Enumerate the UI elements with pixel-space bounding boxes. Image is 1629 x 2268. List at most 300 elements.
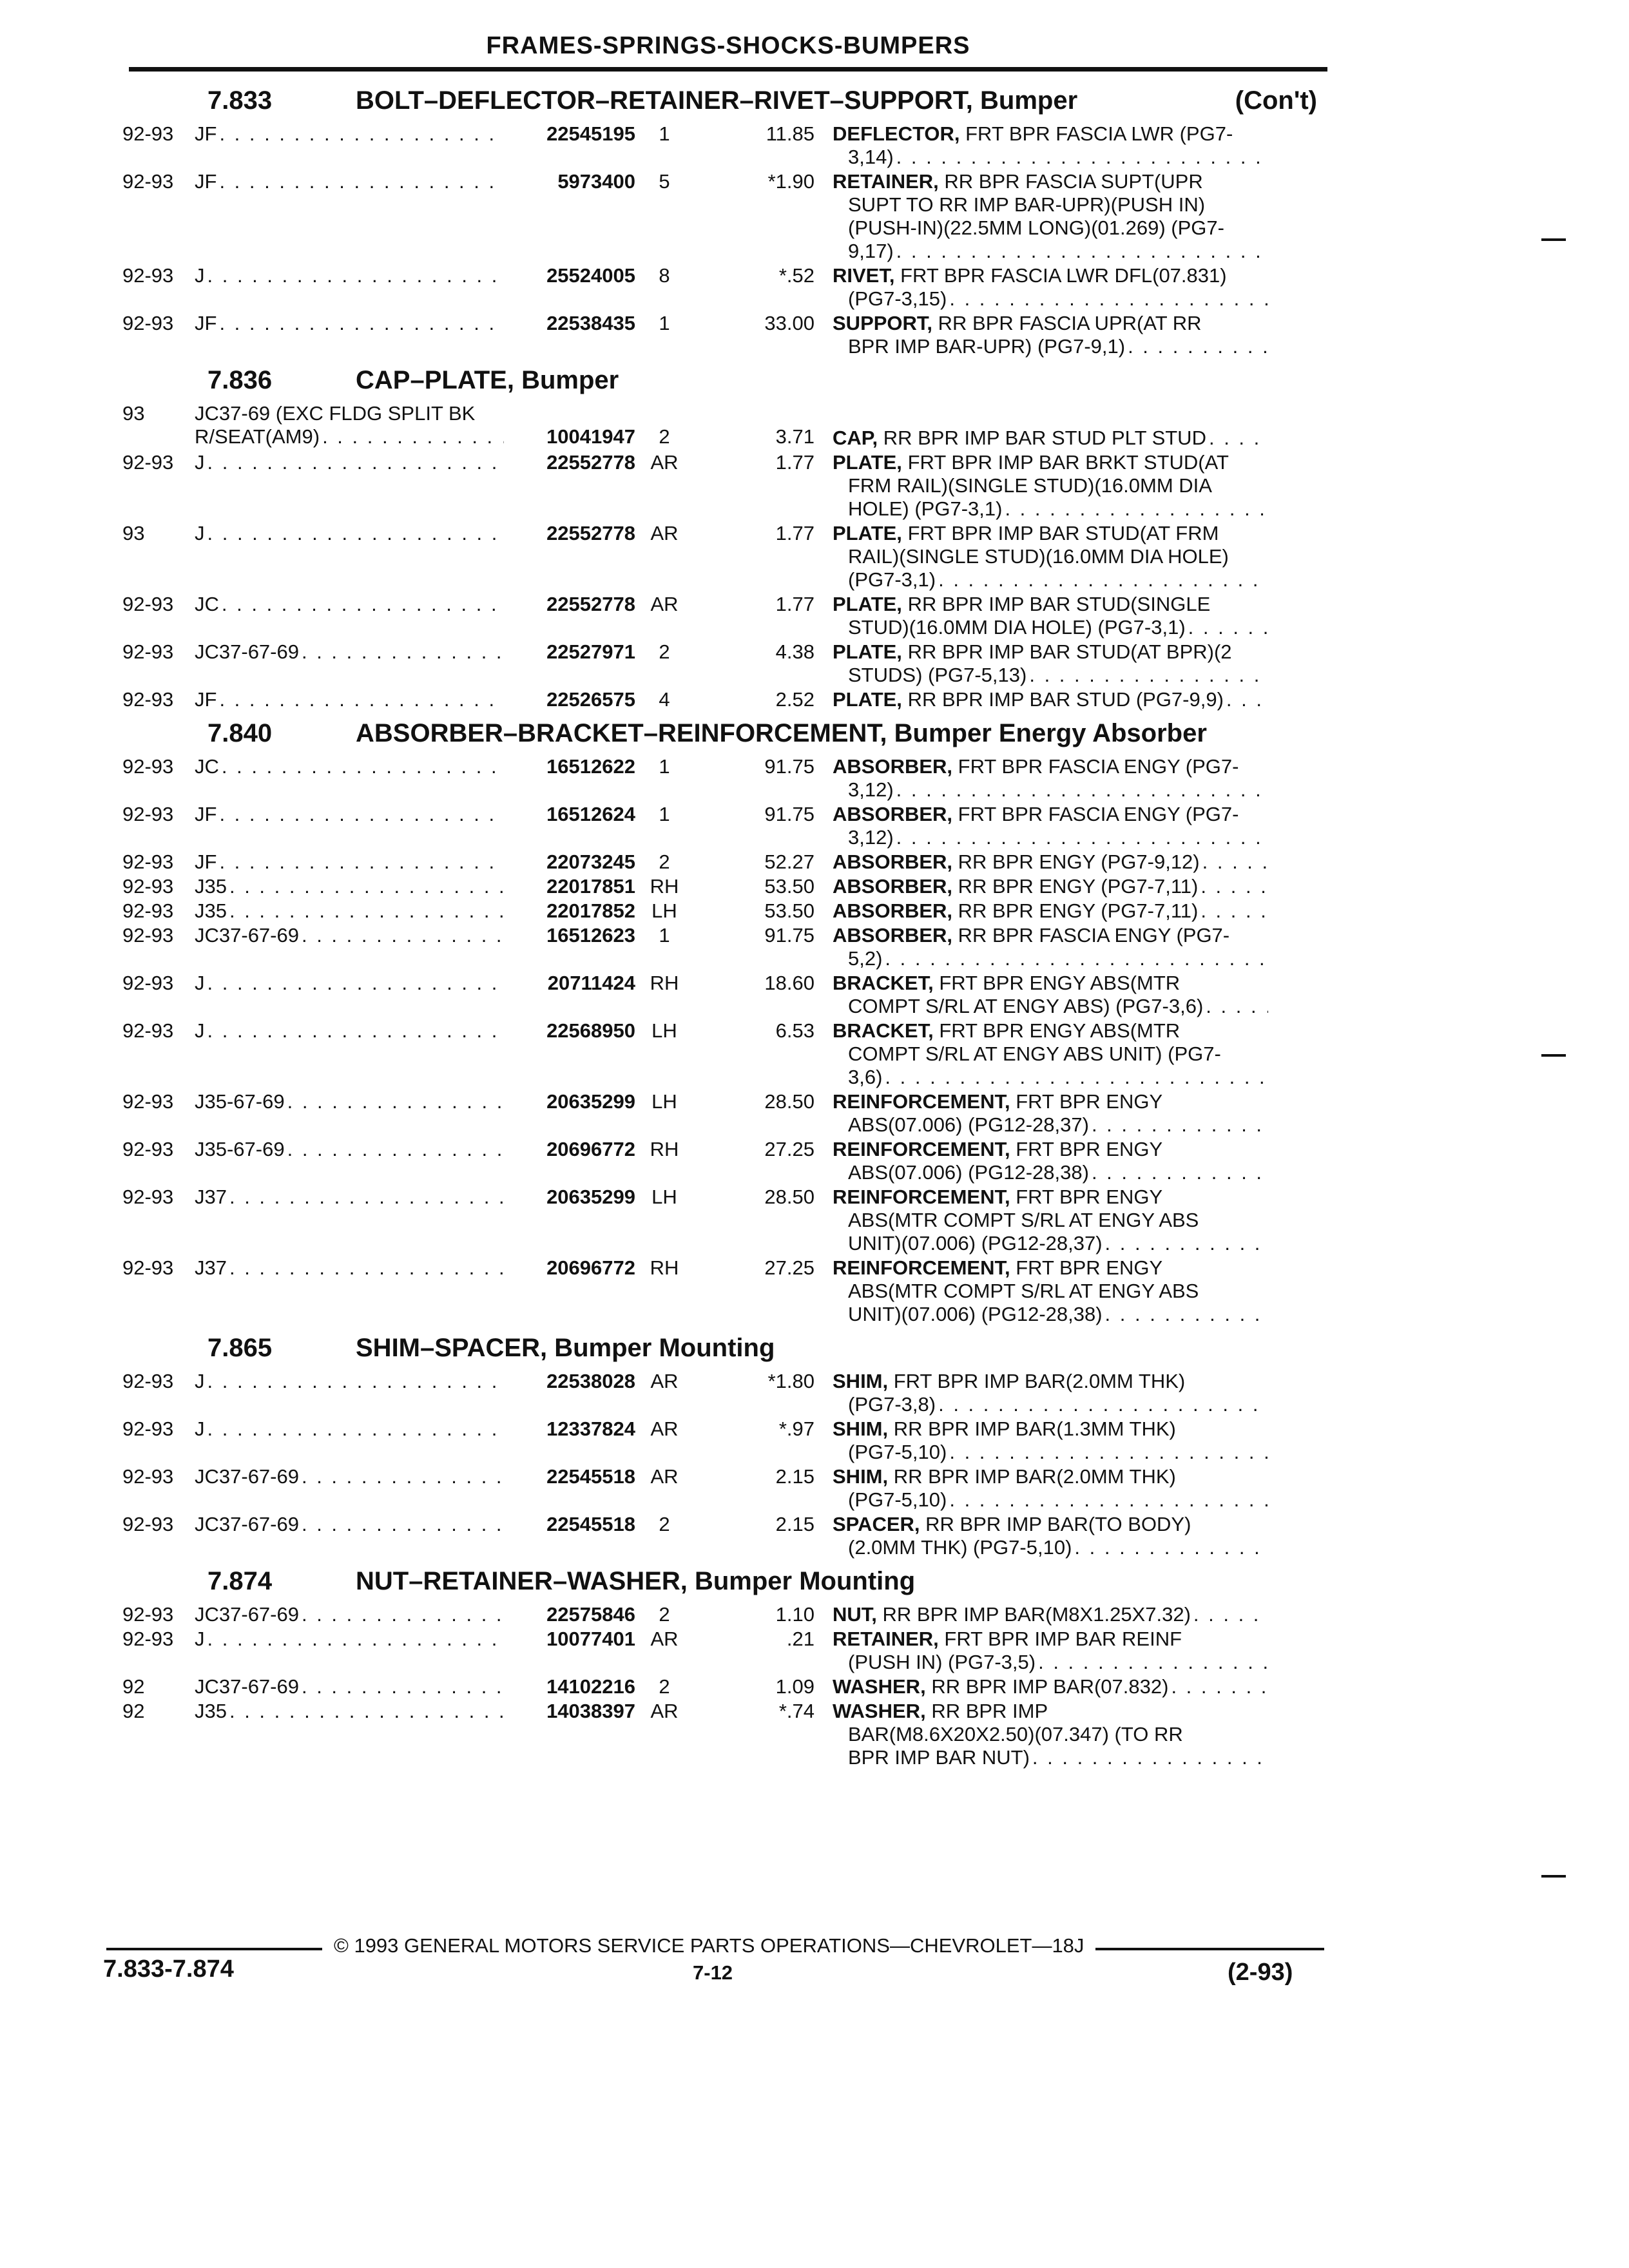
margin-mark (1541, 1054, 1566, 1057)
quantity: 2 (659, 1675, 670, 1698)
part-name: PLATE, (833, 688, 902, 711)
model-part-block (195, 402, 833, 450)
model-line (195, 264, 833, 287)
leader-dots (219, 688, 504, 711)
leader-dots (229, 875, 504, 898)
model-part-block (195, 1700, 833, 1769)
description-line (833, 1628, 1271, 1651)
part-description (833, 1138, 1271, 1184)
part-number: 22527971 (546, 640, 635, 663)
model-code: J (195, 522, 205, 544)
description-line (833, 1536, 1271, 1559)
description-line (833, 497, 1271, 521)
model-line (195, 425, 833, 448)
leader-dots (229, 1700, 504, 1723)
quantity: 2 (659, 1603, 670, 1626)
model-line (195, 1465, 833, 1488)
model-code: JC37-69 (EXC FLDG SPLIT BK (195, 402, 476, 425)
description-text: ABS(07.006) (PG12-28,38) (848, 1161, 1089, 1184)
price: 27.25 (764, 1256, 815, 1279)
quantity: 2 (659, 640, 670, 663)
description-text: RR BPR ENGY (PG7-9,12) (958, 850, 1200, 873)
description-line (833, 1186, 1271, 1209)
model-code: JC (195, 755, 219, 778)
description-line (833, 778, 1271, 802)
leader-dots (1092, 1113, 1268, 1137)
leader-dots (302, 1465, 504, 1488)
section-number: 7.836 (207, 366, 273, 394)
leader-dots (1074, 1536, 1268, 1559)
leader-dots (207, 972, 505, 995)
model-code: J (195, 1019, 205, 1042)
model-part-block (195, 850, 833, 874)
model-line (195, 1675, 833, 1698)
part-description (833, 755, 1271, 802)
price: 1.77 (775, 522, 815, 544)
quantity: 4 (659, 688, 670, 711)
quantity: 1 (659, 803, 670, 825)
description-line (833, 1280, 1271, 1303)
description-line (833, 1746, 1271, 1769)
price: 2.52 (775, 688, 815, 711)
leader-dots (1202, 850, 1268, 874)
model-code: JF (195, 122, 217, 145)
description-line (833, 755, 1271, 778)
description-line (833, 474, 1271, 497)
model-line (195, 312, 833, 335)
part-number: 5973400 (557, 170, 635, 193)
description-text: FRT BPR IMP BAR(2.0MM THK) (893, 1370, 1186, 1392)
leader-dots (207, 1019, 505, 1043)
model-part-block (195, 640, 833, 687)
part-number: 22538028 (546, 1370, 635, 1392)
part-name: ABSORBER, (833, 755, 953, 778)
price: *1.90 (767, 170, 815, 193)
part-row (122, 1675, 1334, 1698)
description-text: RR BPR FASCIA SUPT(UPR (944, 170, 1203, 193)
quantity: AR (650, 1370, 679, 1392)
part-row (122, 850, 1334, 874)
part-row (122, 688, 1334, 711)
description-line (833, 640, 1271, 664)
part-description (833, 593, 1271, 639)
model-code: JC37-67-69 (195, 924, 299, 947)
quantity: AR (650, 1418, 679, 1440)
part-row (122, 1700, 1334, 1769)
leader-dots (1029, 664, 1268, 687)
leader-dots (207, 451, 505, 474)
part-row (122, 1019, 1334, 1089)
section-number: 7.865 (207, 1334, 273, 1362)
model-part-block (195, 1675, 833, 1698)
model-part-block (195, 1186, 833, 1255)
description-text: FRM RAIL)(SINGLE STUD)(16.0MM DIA (848, 474, 1212, 497)
description-line (833, 1700, 1271, 1723)
price: 4.38 (775, 640, 815, 663)
description-text: BAR(M8.6X20X2.50)(07.347) (TO RR (848, 1723, 1183, 1745)
leader-dots (1038, 1651, 1268, 1674)
model-line (195, 402, 833, 425)
description-text: FRT BPR ENGY ABS(MTR (939, 1019, 1181, 1042)
description-line (833, 1256, 1271, 1280)
part-name: RETAINER, (833, 170, 939, 193)
model-line (195, 1603, 833, 1626)
model-line (195, 1513, 833, 1536)
part-description (833, 1603, 1271, 1626)
leader-dots (222, 755, 504, 778)
price: 52.27 (764, 850, 815, 873)
part-name: ABSORBER, (833, 875, 953, 898)
part-description (833, 1700, 1271, 1769)
model-code: J35-67-69 (195, 1138, 285, 1160)
description-line (833, 1488, 1271, 1512)
model-code: JF (195, 688, 217, 711)
leader-dots (949, 287, 1268, 311)
price: 1.10 (775, 1603, 815, 1626)
model-part-block (195, 1256, 833, 1326)
description-text: STUDS) (PG7-5,13) (848, 664, 1027, 686)
part-description (833, 264, 1271, 311)
model-code: J35 (195, 875, 227, 898)
model-code: J (195, 972, 205, 994)
description-line (833, 947, 1271, 970)
model-line (195, 1138, 833, 1161)
part-name: WASHER, (833, 1675, 926, 1698)
description-text: 9,17) (848, 240, 894, 262)
quantity: RH (650, 875, 679, 898)
part-row (122, 1256, 1334, 1326)
model-line (195, 1628, 833, 1651)
part-number: 20635299 (546, 1090, 635, 1113)
model-part-block (195, 170, 833, 263)
model-line (195, 1370, 833, 1393)
quantity: LH (651, 1186, 677, 1208)
model-code: JC37-67-69 (195, 1513, 299, 1535)
description-text: SUPT TO RR IMP BAR-UPR)(PUSH IN) (848, 193, 1206, 216)
model-line (195, 1186, 833, 1209)
description-text: (PUSH IN) (PG7-3,5) (848, 1651, 1036, 1673)
quantity: AR (650, 593, 679, 615)
part-description (833, 1090, 1271, 1137)
model-year: 92-93 (122, 972, 174, 994)
part-name: RIVET, (833, 264, 895, 287)
header-rule (129, 67, 1327, 72)
description-line (833, 1393, 1271, 1416)
description-line (833, 972, 1271, 995)
leader-dots (229, 1256, 504, 1280)
description-text: FRT BPR IMP BAR REINF (944, 1628, 1182, 1650)
model-year: 92-93 (122, 755, 174, 778)
model-part-block (195, 522, 833, 591)
description-line (833, 193, 1271, 216)
model-line (195, 875, 833, 898)
part-description (833, 1019, 1271, 1089)
footer-date: (2-93) (1228, 1959, 1293, 1986)
page-header-title: FRAMES-SPRINGS-SHOCKS-BUMPERS (486, 32, 970, 59)
model-code: JF (195, 803, 217, 825)
part-number: 16512622 (546, 755, 635, 778)
leader-dots (1188, 616, 1268, 639)
section-heading (122, 1563, 1334, 1603)
part-description (833, 1418, 1271, 1464)
leader-dots (896, 146, 1268, 169)
model-year: 92 (122, 1700, 145, 1722)
part-row (122, 924, 1334, 970)
price: .21 (786, 1628, 815, 1650)
part-description (833, 899, 1271, 923)
leader-dots (207, 1370, 505, 1393)
model-part-block (195, 755, 833, 802)
quantity: RH (650, 1138, 679, 1160)
model-code: J37 (195, 1186, 227, 1208)
description-text: BPR IMP BAR-UPR) (PG7-9,1) (848, 335, 1126, 358)
part-number: 20711424 (547, 972, 635, 994)
description-text: 3,14) (848, 146, 894, 168)
model-line (195, 972, 833, 995)
description-line (833, 803, 1271, 826)
part-row (122, 1138, 1334, 1184)
description-line (833, 568, 1271, 591)
model-part-block (195, 1019, 833, 1089)
part-number: 10041947 (546, 425, 635, 448)
part-row (122, 755, 1334, 802)
part-number: 22073245 (546, 850, 635, 873)
part-description (833, 1186, 1271, 1255)
description-line (833, 1603, 1271, 1626)
leader-dots (229, 899, 504, 923)
part-number: 25524005 (546, 264, 635, 287)
model-line (195, 924, 833, 947)
part-description (833, 402, 1271, 450)
description-line (833, 1651, 1271, 1674)
description-text: COMPT S/RL AT ENGY ABS) (PG7-3,6) (848, 995, 1204, 1017)
model-code: J (195, 264, 205, 287)
description-line (833, 545, 1271, 568)
model-code: JF (195, 170, 217, 193)
part-description (833, 688, 1271, 711)
quantity: 1 (659, 312, 670, 334)
price: 2.15 (775, 1465, 815, 1488)
price: *1.80 (767, 1370, 815, 1392)
description-text: FRT BPR IMP BAR STUD(AT FRM (907, 522, 1219, 544)
model-year: 92-93 (122, 1138, 174, 1160)
model-part-block (195, 1603, 833, 1626)
part-name: PLATE, (833, 640, 902, 663)
part-description (833, 875, 1271, 898)
model-part-block (195, 688, 833, 711)
part-number: 22545518 (546, 1465, 635, 1488)
model-year: 92-93 (122, 688, 174, 711)
part-number: 22545518 (546, 1513, 635, 1535)
part-row (122, 899, 1334, 923)
description-line (833, 875, 1271, 898)
part-name: DEFLECTOR, (833, 122, 960, 145)
section-number: 7.833 (207, 86, 273, 115)
catalog-section (122, 362, 1334, 711)
leader-dots (1226, 688, 1268, 711)
footer-copyright: © 1993 GENERAL MOTORS SERVICE PARTS OPERATIONS—CHEVROLET—18J (334, 1934, 1084, 1957)
leader-dots (885, 1066, 1268, 1089)
part-name: ABSORBER, (833, 803, 953, 825)
description-line (833, 1418, 1271, 1441)
price: 1.77 (775, 593, 815, 615)
description-line (833, 170, 1271, 193)
description-text: RR BPR IMP BAR STUD (PG7-9,9) (907, 688, 1224, 711)
model-line (195, 899, 833, 923)
leader-dots (219, 312, 504, 335)
model-part-block (195, 972, 833, 1018)
model-year: 92-93 (122, 1603, 174, 1626)
part-name: NUT, (833, 1603, 877, 1626)
model-year: 92 (122, 1675, 145, 1698)
description-text: (2.0MM THK) (PG7-5,10) (848, 1536, 1072, 1559)
quantity: AR (650, 1700, 679, 1722)
model-line (195, 803, 833, 826)
model-code: JC37-67-69 (195, 1465, 299, 1488)
description-line (833, 1161, 1271, 1184)
description-text: HOLE) (PG7-3,1) (848, 497, 1003, 520)
quantity: 2 (659, 1513, 670, 1535)
leader-dots (207, 1418, 505, 1441)
model-line (195, 122, 833, 146)
description-text: RR BPR IMP BAR(TO BODY) (925, 1513, 1191, 1535)
model-code: JC (195, 593, 219, 615)
part-row (122, 972, 1334, 1018)
leader-dots (949, 1441, 1268, 1464)
description-text: ABS(MTR COMPT S/RL AT ENGY ABS (848, 1280, 1199, 1302)
description-text: STUD)(16.0MM DIA HOLE) (PG7-3,1) (848, 616, 1186, 639)
part-number: 22017852 (546, 899, 635, 922)
part-number: 22526575 (546, 688, 635, 711)
leader-dots (938, 568, 1268, 591)
part-row (122, 1513, 1334, 1559)
model-line (195, 1256, 833, 1280)
price: 28.50 (764, 1090, 815, 1113)
model-year: 92-93 (122, 1370, 174, 1392)
description-text: RR BPR ENGY (PG7-7,11) (958, 875, 1199, 898)
description-line (833, 1723, 1271, 1746)
leader-dots (1092, 1161, 1268, 1184)
part-number: 14038397 (546, 1700, 635, 1722)
part-name: RETAINER, (833, 1628, 939, 1650)
part-name: ABSORBER, (833, 924, 953, 947)
part-description (833, 1370, 1271, 1416)
leader-dots (302, 924, 504, 947)
catalog-section (122, 1330, 1334, 1559)
description-line (833, 451, 1271, 474)
quantity: LH (651, 1090, 677, 1113)
leader-dots (885, 947, 1268, 970)
margin-mark (1541, 1875, 1566, 1878)
description-text: (PG7-3,15) (848, 287, 947, 310)
part-number: 12337824 (546, 1418, 635, 1440)
part-number: 14102216 (546, 1675, 635, 1698)
model-part-block (195, 803, 833, 849)
description-text: RR BPR FASCIA ENGY (PG7- (958, 924, 1230, 947)
price: 2.15 (775, 1513, 815, 1535)
leader-dots (1171, 1675, 1268, 1698)
leader-dots (219, 803, 504, 826)
part-name: BRACKET, (833, 1019, 934, 1042)
leader-dots (207, 1628, 505, 1651)
price: 3.71 (775, 425, 815, 448)
leader-dots (1128, 335, 1268, 358)
description-text: RR BPR IMP BAR(M8X1.25X7.32) (882, 1603, 1191, 1626)
section-number: 7.874 (207, 1567, 273, 1595)
part-row (122, 522, 1334, 591)
quantity: AR (650, 1465, 679, 1488)
model-part-block (195, 593, 833, 639)
description-text: 5,2) (848, 947, 883, 970)
model-code: R/SEAT(AM9) (195, 425, 320, 448)
part-row (122, 1090, 1334, 1137)
description-line (833, 146, 1271, 169)
description-text: UNIT)(07.006) (PG12-28,38) (848, 1303, 1103, 1325)
price: 33.00 (764, 312, 815, 334)
section-title: ABSORBER–BRACKET–REINFORCEMENT, Bumper Energy Absorber (356, 719, 1207, 747)
model-line (195, 1090, 833, 1113)
model-code: JF (195, 850, 217, 873)
description-text: RR BPR IMP BAR STUD(AT BPR)(2 (907, 640, 1232, 663)
model-part-block (195, 451, 833, 521)
model-part-block (195, 899, 833, 923)
description-text: COMPT S/RL AT ENGY ABS UNIT) (PG7- (848, 1043, 1221, 1065)
description-line (833, 616, 1271, 639)
catalog-section (122, 1563, 1334, 1769)
part-number: 22552778 (546, 522, 635, 544)
leader-dots (1105, 1232, 1268, 1255)
description-line (833, 216, 1271, 240)
leader-dots (287, 1090, 504, 1113)
model-year: 92-93 (122, 451, 174, 474)
quantity: LH (651, 899, 677, 922)
part-row (122, 1603, 1334, 1626)
part-name: PLATE, (833, 593, 902, 615)
part-name: PLATE, (833, 522, 902, 544)
description-line (833, 1043, 1271, 1066)
part-number: 22552778 (546, 451, 635, 474)
part-row (122, 264, 1334, 311)
part-name: CAP, (833, 427, 878, 449)
quantity: 2 (659, 425, 670, 448)
leader-dots (219, 850, 504, 874)
quantity: 2 (659, 850, 670, 873)
model-year: 92-93 (122, 170, 174, 193)
part-description (833, 1256, 1271, 1326)
leader-dots (302, 640, 504, 664)
description-text: RR BPR IMP BAR(07.832) (931, 1675, 1169, 1698)
part-description (833, 312, 1271, 358)
price: 28.50 (764, 1186, 815, 1208)
description-text: FRT BPR ENGY (1016, 1138, 1163, 1160)
description-text: ABS(07.006) (PG12-28,37) (848, 1113, 1089, 1136)
quantity: 1 (659, 122, 670, 145)
description-text: FRT BPR FASCIA ENGY (PG7- (958, 803, 1239, 825)
footer-rule (1095, 1948, 1324, 1950)
footer-rule (106, 1948, 322, 1950)
leader-dots (896, 240, 1268, 263)
description-line (833, 240, 1271, 263)
description-text: RR BPR IMP (931, 1700, 1048, 1722)
leader-dots (207, 264, 505, 287)
description-text: FRT BPR ENGY ABS(MTR (939, 972, 1181, 994)
model-line (195, 640, 833, 664)
price: 27.25 (764, 1138, 815, 1160)
model-year: 92-93 (122, 640, 174, 663)
quantity: AR (650, 1628, 679, 1650)
leader-dots (322, 425, 504, 448)
description-text: UNIT)(07.006) (PG12-28,37) (848, 1232, 1103, 1254)
